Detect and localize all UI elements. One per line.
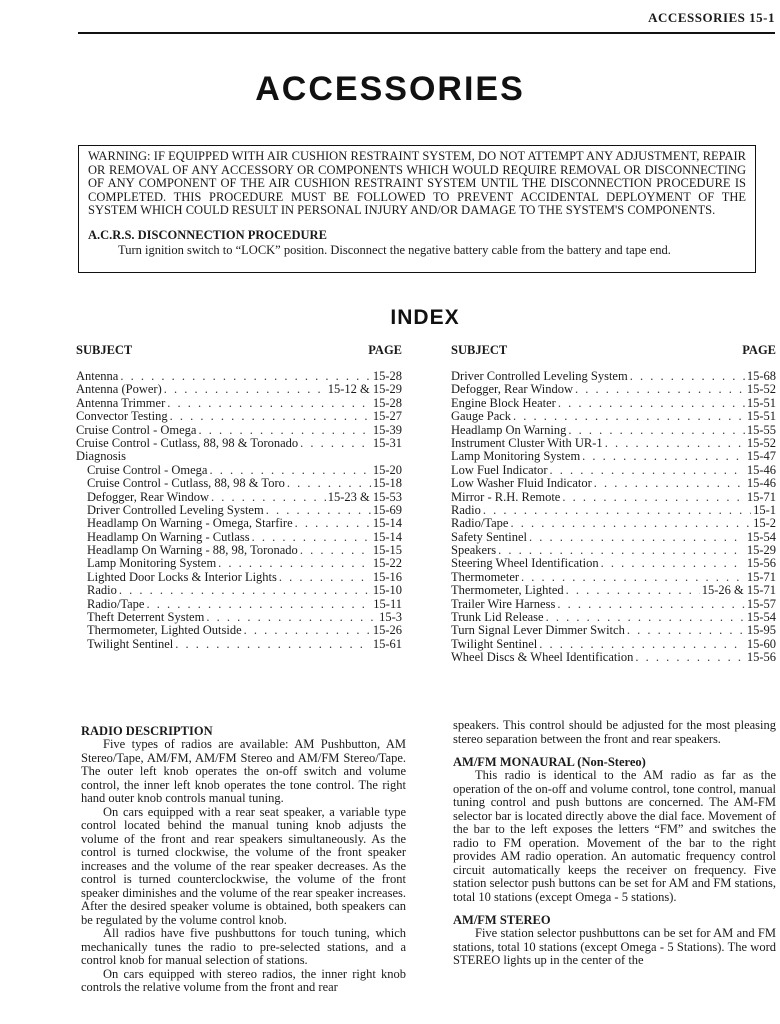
index-page: 15-3 [379, 611, 402, 625]
dot-leader [562, 491, 744, 504]
index-page: 15-55 [746, 423, 776, 437]
index-entry [451, 557, 776, 570]
dot-leader [167, 397, 371, 410]
index-header-left [76, 343, 402, 370]
dot-leader [252, 531, 371, 544]
index-entry [76, 437, 402, 450]
index-entry [451, 598, 776, 611]
index-page: 15-1 [753, 503, 776, 517]
index-entry [76, 611, 402, 624]
dot-leader [575, 383, 745, 396]
index-subject: Driver Controlled Leveling System [87, 503, 264, 517]
index-subject: Radio/Tape [451, 517, 509, 531]
index-subject: Cruise Control - Omega [87, 463, 208, 477]
index-page: 15-95 [746, 624, 776, 638]
index-entry [451, 397, 776, 410]
index-page: 15-51 [746, 396, 776, 410]
dot-leader [300, 437, 371, 450]
index-entry [451, 450, 776, 463]
index-subject: Diagnosis [76, 450, 126, 464]
dot-leader [120, 370, 370, 383]
index-page: 15-51 [746, 410, 776, 424]
index-subject: Twilight Sentinel [451, 637, 538, 651]
dot-leader [483, 504, 751, 517]
index-page: 15-14 [372, 517, 402, 531]
radio-paragraph-3: All radios have five pushbuttons for touch tuning, which mechanically tunes the radio to pre-selected stations, and a control knob for manual selection of stations. [81, 926, 406, 967]
dot-leader [498, 544, 745, 557]
acrs-procedure-text: Turn ignition switch to “LOCK” position. Disconnect the negative battery cable from the battery and tape end. [118, 242, 671, 257]
dot-leader [287, 477, 371, 490]
index-left-column [76, 343, 402, 651]
index-entry [451, 504, 776, 517]
index-page: 15-54 [746, 611, 776, 625]
index-subject: Headlamp On Warning - Cutlass [87, 530, 250, 544]
index-entry [76, 584, 402, 597]
index-page: 15-52 [746, 383, 776, 397]
dot-leader [558, 397, 745, 410]
index-subject: Thermometer [451, 570, 520, 584]
index-subject: Cruise Control - Omega [76, 423, 197, 437]
dot-leader [594, 477, 745, 490]
index-page: 15-15 [372, 544, 402, 558]
dot-leader [630, 370, 745, 383]
warning-box [78, 145, 756, 273]
index-subject: Antenna Trimmer [76, 396, 166, 410]
dot-leader [550, 464, 745, 477]
index-page: 15-68 [746, 370, 776, 383]
dot-leader [529, 531, 745, 544]
index-entry [76, 598, 402, 611]
radio-description-heading: RADIO DESCRIPTION [81, 724, 213, 738]
dot-leader [568, 424, 744, 437]
index-subject: Steering Wheel Identification [451, 557, 599, 571]
page-column-label: PAGE [368, 343, 402, 357]
dot-leader [175, 638, 371, 651]
index-entry [76, 557, 402, 570]
am-fm-monaural-paragraph: This radio is identical to the AM radio as far as the operation of the on-off and volume control, tone control, manual tuning control and push buttons are concerned. The AM-FM selector bar is located directly above the dial face. Movement of the bar to the left exposes the letters “FM” and switches the radio to FM operation. Movement of the bar to the right provides AM radio operation. An automatic frequency control circuit automatically keeps the receiver on frequency. Five station selector push buttons can be set for AM and FM stations, total 10 stations (except Omega - 5 stations). [453, 768, 776, 904]
dot-leader [605, 437, 745, 450]
dot-leader [557, 598, 744, 611]
index-entry [76, 383, 402, 396]
index-subject: Antenna [76, 370, 119, 383]
subject-column-label: SUBJECT [451, 343, 508, 357]
index-subject: Wheel Discs & Wheel Identification [451, 651, 634, 665]
index-subject: Thermometer, Lighted [451, 584, 564, 598]
index-page: 15-57 [746, 597, 776, 611]
index-right-list [451, 370, 776, 665]
dot-leader [279, 571, 371, 584]
index-entry [451, 383, 776, 396]
body-left-column [81, 724, 406, 995]
index-entry [451, 410, 776, 423]
index-page: 15-52 [746, 436, 776, 450]
index-page: 15-11 [373, 597, 402, 611]
index-subject: Lighted Door Locks & Interior Lights [87, 570, 277, 584]
index-entry [451, 491, 776, 504]
index-entry [76, 370, 402, 383]
index-page: 15-71 [746, 570, 776, 584]
index-entry [76, 571, 402, 584]
index-page: 15-71 [746, 490, 776, 504]
index-page: 15-46 [746, 477, 776, 491]
dot-leader [295, 517, 371, 530]
dot-leader [170, 410, 371, 423]
dot-leader [539, 638, 745, 651]
dot-leader [266, 504, 371, 517]
dot-leader [566, 584, 700, 597]
dot-leader [582, 450, 745, 463]
index-entry [451, 638, 776, 651]
dot-leader [198, 424, 370, 437]
index-page: 15-14 [372, 530, 402, 544]
index-entry [76, 491, 402, 504]
index-page: 15-18 [372, 477, 402, 491]
index-subject: Antenna (Power) [76, 383, 162, 397]
index-entry [76, 504, 402, 517]
index-entry [76, 424, 402, 437]
am-fm-stereo-heading: AM/FM STEREO [453, 913, 551, 927]
index-subject: Trunk Lid Release [451, 611, 544, 625]
index-entry [76, 410, 402, 423]
index-subject: Theft Deterrent System [87, 611, 205, 625]
index-subject: Lamp Monitoring System [87, 557, 217, 571]
index-entry [451, 571, 776, 584]
index-subject: Thermometer, Lighted Outside [87, 624, 242, 638]
index-entry [76, 624, 402, 637]
dot-leader [510, 517, 751, 530]
index-entry [451, 544, 776, 557]
index-page: 15-46 [746, 463, 776, 477]
index-entry [451, 611, 776, 624]
index-subject: Cruise Control - Cutlass, 88, 98 & Toro [87, 477, 285, 491]
index-subject: Twilight Sentinel [87, 637, 174, 651]
index-page: 15-61 [372, 637, 402, 651]
radio-paragraph-1: Five types of radios are available: AM Pushbutton, AM Stereo/Tape, AM/FM, AM/FM Stereo and AM/FM Stereo/Tape. The outer left knob operates the on-off switch and volume control, the inner left knob operates the tone control. The right hand outer knob controls manual tuning. [81, 737, 406, 805]
index-subject: Mirror - R.H. Remote [451, 490, 561, 504]
index-entry [451, 437, 776, 450]
index-subject: Gauge Pack [451, 410, 512, 424]
index-subject: Radio [87, 584, 117, 598]
index-entry [76, 638, 402, 651]
index-page: 15-28 [372, 370, 402, 383]
am-fm-monaural-heading: AM/FM MONAURAL (Non-Stereo) [453, 755, 646, 769]
index-subject: Radio [451, 503, 481, 517]
radio-paragraph-2: On cars equipped with a rear seat speaker, a variable type control located behind the manual tuning knob adjusts the volume of the front and rear speakers simultaneously. As the control is turned clockwise, the volume of the front speaker increases and the volume of the rear speaker decreases. As the control is turned counterclockwise, the volume of the front speaker diminishes and the volume of the rear speaker increases. After the desired speaker volume is obtained, both speakers can be regulated by the volume control knob. [81, 804, 406, 927]
dot-leader [218, 557, 371, 570]
index-entry [451, 477, 776, 490]
index-entry [451, 651, 776, 664]
index-subject: Convector Testing [76, 410, 168, 424]
index-subject: Radio/Tape [87, 597, 145, 611]
index-left-list [76, 370, 402, 651]
index-page: 15-16 [372, 570, 402, 584]
index-entry [76, 544, 402, 557]
dot-leader [209, 464, 370, 477]
index-page: 15-69 [372, 503, 402, 517]
index-header-right [451, 343, 776, 370]
index-entry [451, 517, 776, 530]
index-page: 15-20 [372, 463, 402, 477]
index-subject: Low Fuel Indicator [451, 463, 548, 477]
index-page: 15-47 [746, 450, 776, 464]
index-subject: Safety Sentinel [451, 530, 528, 544]
am-fm-stereo-paragraph: Five station selector pushbuttons can be set for AM and FM stations, total 10 stations (except Omega - 5 Stations). The word STEREO lights up in the center of the [453, 926, 776, 967]
dot-leader [211, 491, 326, 504]
dot-leader [146, 598, 371, 611]
warning-text: WARNING: IF EQUIPPED WITH AIR CUSHION RESTRAINT SYSTEM, DO NOT ATTEMPT ANY ADJUSTMENT, REPAIR OR REMOVAL OF ANY ACCESSORY OR COMPONENTS WHICH WOULD REQUIRE REMOVAL OR DISCONNECTING OF ANY COMPONENT OF THE AIR CUSHION RESTRAINT SYSTEM UNTIL THE DISCONNECTION PROCEDURE IS COMPLETED. THIS PROCEDURE MUST BE FOLLOWED TO PREVENT ACCIDENTAL DEPLOYMENT OF THE SYSTEM WHICH COULD RESULT IN PERSONAL INJURY AND/OR DAMAGE TO THE SYSTEM'S COMPONENTS. [88, 149, 746, 218]
index-entry [76, 517, 402, 530]
running-title: ACCESSORIES 15-1 [648, 10, 775, 25]
index-entry [451, 624, 776, 637]
index-page: 15-22 [372, 557, 402, 571]
index-subject: Headlamp On Warning - Omega, Starfire [87, 517, 293, 531]
acrs-heading: A.C.R.S. DISCONNECTION PROCEDURE [88, 227, 327, 242]
index-subject: Cruise Control - Cutlass, 88, 98 & Toronado [76, 436, 299, 450]
index-right-column [451, 343, 776, 665]
index-page: 15-54 [746, 530, 776, 544]
index-page: 15-2 [753, 517, 776, 531]
index-subject: Speakers [451, 544, 497, 558]
index-title: INDEX [390, 306, 460, 329]
index-subject: Defogger, Rear Window [87, 490, 209, 504]
index-entry [76, 397, 402, 410]
running-header [78, 10, 775, 34]
index-subject: Headlamp On Warning - 88, 98, Toronado [87, 544, 298, 558]
index-page: 15-23 & 15-53 [327, 490, 402, 504]
index-entry [451, 464, 776, 477]
subject-column-label: SUBJECT [76, 343, 133, 357]
index-page: 15-12 & 15-29 [327, 383, 402, 397]
radio-paragraph-4: On cars equipped with stereo radios, the inner right knob controls the relative volume from the front and rear [81, 966, 406, 994]
page-title: ACCESSORIES [255, 70, 525, 108]
index-subject: Low Washer Fluid Indicator [451, 477, 592, 491]
index-entry [76, 464, 402, 477]
index-page: 15-29 [746, 544, 776, 558]
index-page: 15-10 [372, 584, 402, 598]
index-page: 15-26 & 15-71 [701, 584, 776, 598]
page-column-label: PAGE [742, 343, 776, 357]
index-entry [76, 477, 402, 490]
dot-leader [244, 624, 371, 637]
dot-leader [601, 557, 745, 570]
index-entry [451, 584, 776, 597]
index-page: 15-26 [372, 624, 402, 638]
index-page: 15-28 [372, 396, 402, 410]
index-subject: Defogger, Rear Window [451, 383, 573, 397]
dot-leader [513, 410, 745, 423]
index-subject: Driver Controlled Leveling System [451, 370, 628, 383]
index-entry [451, 370, 776, 383]
dot-leader [627, 624, 745, 637]
index-page: 15-60 [746, 637, 776, 651]
dot-leader [521, 571, 745, 584]
index-subject: Turn Signal Lever Dimmer Switch [451, 624, 625, 638]
dot-leader [635, 651, 744, 664]
dot-leader [300, 544, 371, 557]
dot-leader [119, 584, 371, 597]
continued-paragraph: speakers. This control should be adjusted for the most pleasing stereo separation between the front and rear speakers. [453, 718, 776, 746]
index-entry [451, 531, 776, 544]
index-entry [76, 450, 402, 463]
index-subject: Trailer Wire Harness [451, 597, 556, 611]
index-subject: Instrument Cluster With UR-1 [451, 436, 603, 450]
dot-leader [206, 611, 377, 624]
index-subject: Headlamp On Warning [451, 423, 567, 437]
index-subject: Lamp Monitoring System [451, 450, 581, 464]
index-entry [451, 424, 776, 437]
index-page: 15-31 [372, 436, 402, 450]
dot-leader [546, 611, 745, 624]
body-right-column [453, 719, 776, 968]
index-page: 15-56 [746, 651, 776, 665]
index-subject: Engine Block Heater [451, 396, 556, 410]
index-page: 15-39 [372, 423, 402, 437]
dot-leader [164, 383, 326, 396]
index-entry [76, 531, 402, 544]
index-page: 15-27 [372, 410, 402, 424]
index-page: 15-56 [746, 557, 776, 571]
